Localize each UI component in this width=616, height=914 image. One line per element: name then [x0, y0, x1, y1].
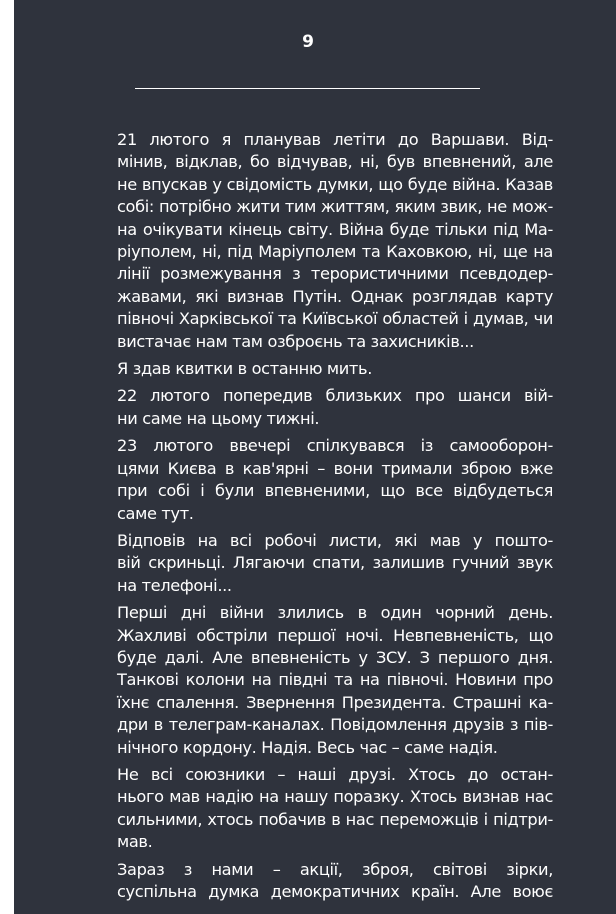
text-line: Зараз з нами – акції, зброя, світові зірки,	[117, 859, 553, 879]
text-line: нього мав надію на нашу поразку. Хтось визнав нас	[117, 787, 553, 807]
text-line: мав.	[117, 832, 153, 852]
text-line: півночі Харківської та Київської областей і думав, чи	[117, 309, 553, 329]
text-line: мінив, відклав, бо відчував, ні, був впевнений, але	[117, 152, 553, 172]
text-line: дри в телеграм-каналах. Повідомлення друзів з пів-	[117, 715, 553, 735]
page-number: 9	[302, 32, 314, 52]
header-divider	[135, 88, 480, 89]
text-line: саме тут.	[117, 503, 194, 523]
paragraph-4	[62, 435, 553, 525]
text-line: 22 лютого попередив близьких про шанси вій-	[117, 386, 553, 406]
text-line: при собі і були впевненими, що все відбудеться	[117, 481, 553, 501]
text-line: Відповів на всі робочі листи, які мав у пошто-	[117, 530, 553, 550]
paragraph-1	[62, 129, 553, 353]
paragraph-7	[62, 764, 553, 854]
paragraph-5	[62, 530, 553, 597]
text-line: нічного кордону. Надія. Весь час – саме надія.	[117, 737, 498, 757]
text-line: Жахливі обстріли першої ночі. Невпевненість, що	[117, 625, 553, 645]
paragraph-8	[62, 859, 553, 904]
text-line: Я здав квитки в останню мить.	[117, 359, 372, 379]
paragraph-6	[62, 602, 553, 759]
text-line: їхнє спалення. Звернення Президента. Страшні ка-	[117, 692, 553, 712]
text-line: цями Києва в кав'ярні – вони тримали зброю вже	[117, 458, 553, 478]
paragraph-3	[62, 385, 553, 430]
text-line: лінії розмежування з терористичними псевдодер-	[117, 264, 553, 284]
text-line: Перші дні війни злились в один чорний день.	[117, 603, 553, 623]
paragraph-2	[62, 358, 553, 380]
text-line: вій скриньці. Лягаючи спати, залишив гучний звук	[117, 553, 553, 573]
text-line: 21 лютого я планував летіти до Варшави. Від-	[117, 130, 553, 149]
text-line: ріуполем, ні, під Маріуполем та Каховкою, ні, ще на	[117, 242, 553, 262]
body-text	[62, 129, 553, 908]
text-line: суспільна думка демократичних країн. Але воює	[117, 882, 553, 901]
text-line: на телефоні...	[117, 575, 232, 595]
page-edge	[0, 0, 14, 914]
text-line: Танкові колони на півдні та на півночі. Новини про	[117, 670, 553, 690]
text-line: сильними, хтось побачив в нас переможців і підтри-	[117, 809, 553, 829]
text-line: вистачає нам там озброєнь та захисників...	[117, 331, 474, 351]
text-line: собі: потрібно жити тим життям, яким звик, не мож-	[117, 197, 553, 217]
text-line: не впускав у свідомість думки, що буде війна. Казав	[117, 174, 553, 194]
text-line: жавами, які визнав Путін. Однак розглядав карту	[117, 286, 553, 306]
text-line: 23 лютого ввечері спілкувався із самооборон-	[117, 436, 553, 456]
text-line: буде далі. Але впевненість у ЗСУ. З першого дня.	[117, 647, 553, 667]
text-line: Не всі союзники – наші друзі. Хтось до остан-	[117, 764, 553, 784]
text-line: на очікувати кінець світу. Війна буде тільки під Ма-	[117, 219, 553, 239]
text-line: ни саме на цьому тижні.	[117, 408, 320, 428]
